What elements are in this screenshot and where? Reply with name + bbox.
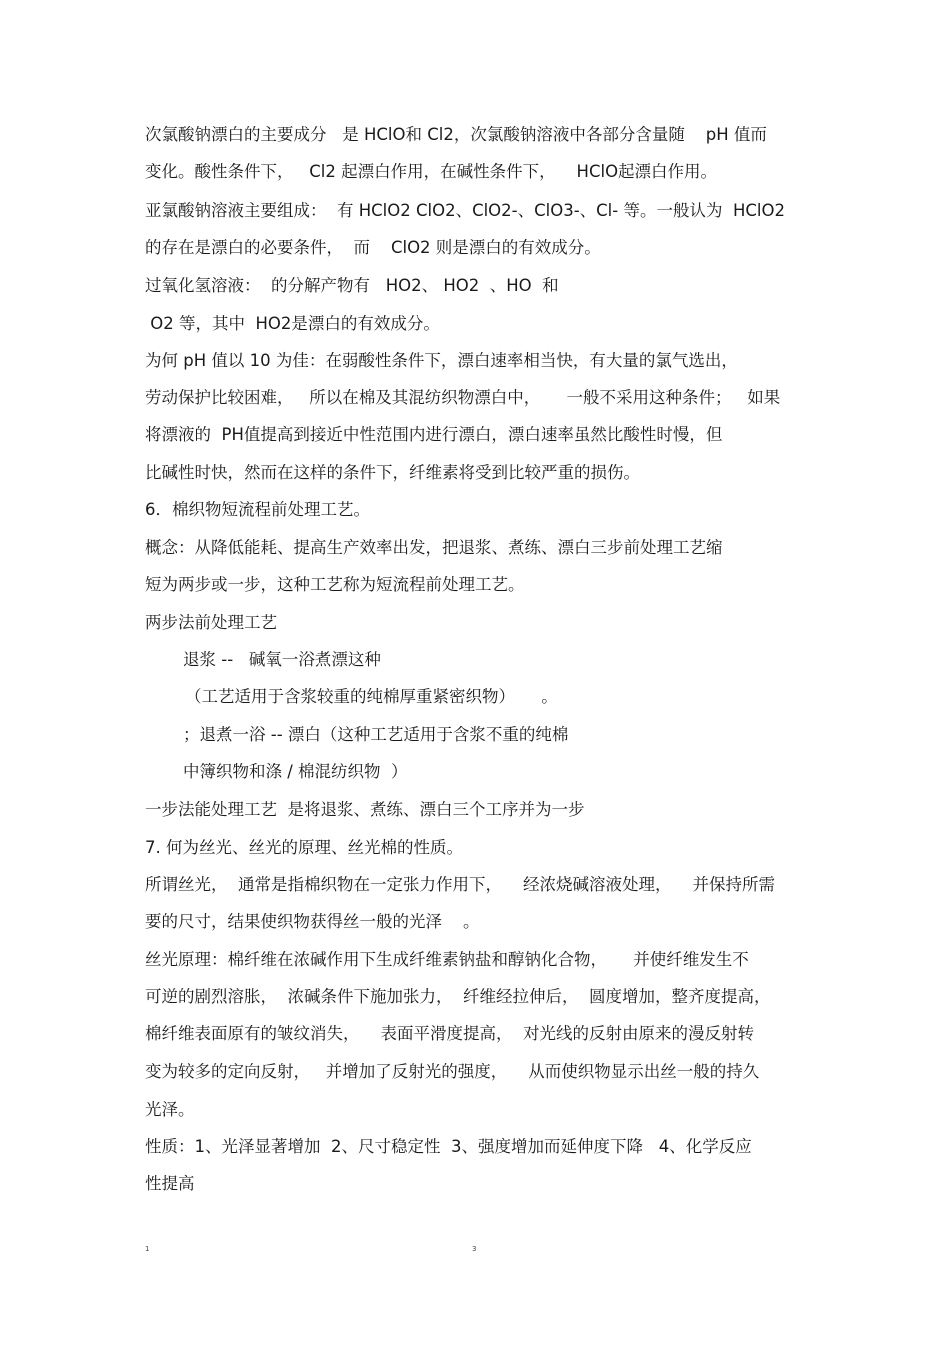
paragraph-line: 的存在是漂白的必要条件， 而 ClO2 则是漂白的有效成分。 xyxy=(145,238,601,257)
paragraph-line: 劳动保护比较困难， 所以在棉及其混纺织物漂白中， 一般不采用这种条件； 如果 xyxy=(145,388,781,407)
paragraph-line: 一步法能处理工艺 是将退浆、煮练、漂白三个工序并为一步 xyxy=(145,800,585,819)
paragraph-line: 将漂液的 PH值提高到接近中性范围内进行漂白，漂白速率虽然比酸性时慢，但 xyxy=(145,425,723,444)
paragraph-line: 性提高 xyxy=(145,1174,195,1193)
paragraph-line: 丝光原理：棉纤维在浓碱作用下生成纤维素钠盐和醇钠化合物， 并使纤维发生不 xyxy=(145,950,749,969)
section-heading: 7. 何为丝光、丝光的原理、丝光棉的性质。 xyxy=(145,838,463,857)
subsection-heading: 两步法前处理工艺 xyxy=(145,613,277,632)
indented-line: 中簿织物和涤 / 棉混纺织物 ） xyxy=(183,762,408,781)
paragraph-line: 短为两步或一步，这种工艺称为短流程前处理工艺。 xyxy=(145,575,525,594)
indented-line: 退浆 -- 碱氧一浴煮漂这种 xyxy=(183,650,381,669)
footer-mark-left: 1 xyxy=(145,1245,150,1253)
paragraph-line: 所谓丝光， 通常是指棉织物在一定张力作用下， 经浓烧碱溶液处理， 并保持所需 xyxy=(145,875,775,894)
paragraph-line: O2 等，其中 HO2是漂白的有效成分。 xyxy=(145,314,440,333)
paragraph-line: 变为较多的定向反射， 并增加了反射光的强度， 从而使织物显示出丝一般的持久 xyxy=(145,1062,760,1081)
section-heading: 6．棉织物短流程前处理工艺。 xyxy=(145,500,370,519)
paragraph-line: 为何 pH 值以 10 为佳：在弱酸性条件下，漂白速率相当快，有大量的氯气选出， xyxy=(145,351,738,370)
paragraph-line: 光泽。 xyxy=(145,1100,195,1119)
paragraph-line: 比碱性时快，然而在这样的条件下，纤维素将受到比较严重的损伤。 xyxy=(145,463,640,482)
indented-line: ；退煮一浴 -- 漂白（这种工艺适用于含浆不重的纯棉 xyxy=(183,725,569,744)
paragraph-line: 过氧化氢溶液： 的分解产物有 HO2、 HO2 、HO 和 xyxy=(145,276,559,295)
paragraph-line: 概念：从降低能耗、提高生产效率出发，把退浆、煮练、漂白三步前处理工艺缩 xyxy=(145,538,723,557)
paragraph-line: 次氯酸钠漂白的主要成分 是 HClO和 Cl2，次氯酸钠溶液中各部分含量随 pH 值而 xyxy=(145,125,767,144)
page-number: 3 xyxy=(472,1245,477,1253)
paragraph-line: 性质：1、光泽显著增加 2、尺寸稳定性 3、强度增加而延伸度下降 4、化学反应 xyxy=(145,1137,752,1156)
paragraph-line: 变化。酸性条件下， Cl2 起漂白作用，在碱性条件下， HClO起漂白作用。 xyxy=(145,162,718,181)
indented-line: （工艺适用于含浆较重的纯棉厚重紧密织物） 。 xyxy=(185,687,558,706)
paragraph-line: 要的尺寸，结果使织物获得丝一般的光泽 。 xyxy=(145,912,480,931)
paragraph-line: 可逆的剧烈溶胀， 浓碱条件下施加张力， 纤维经拉伸后， 圆度增加，整齐度提高， xyxy=(145,987,771,1006)
paragraph-line: 棉纤维表面原有的皱纹消失， 表面平滑度提高， 对光线的反射由原来的漫反射转 xyxy=(145,1024,754,1043)
paragraph-line: 亚氯酸钠溶液主要组成： 有 HClO2 ClO2、ClO2-、ClO3-、Cl- 等。一般认为 HClO2 xyxy=(145,201,785,220)
